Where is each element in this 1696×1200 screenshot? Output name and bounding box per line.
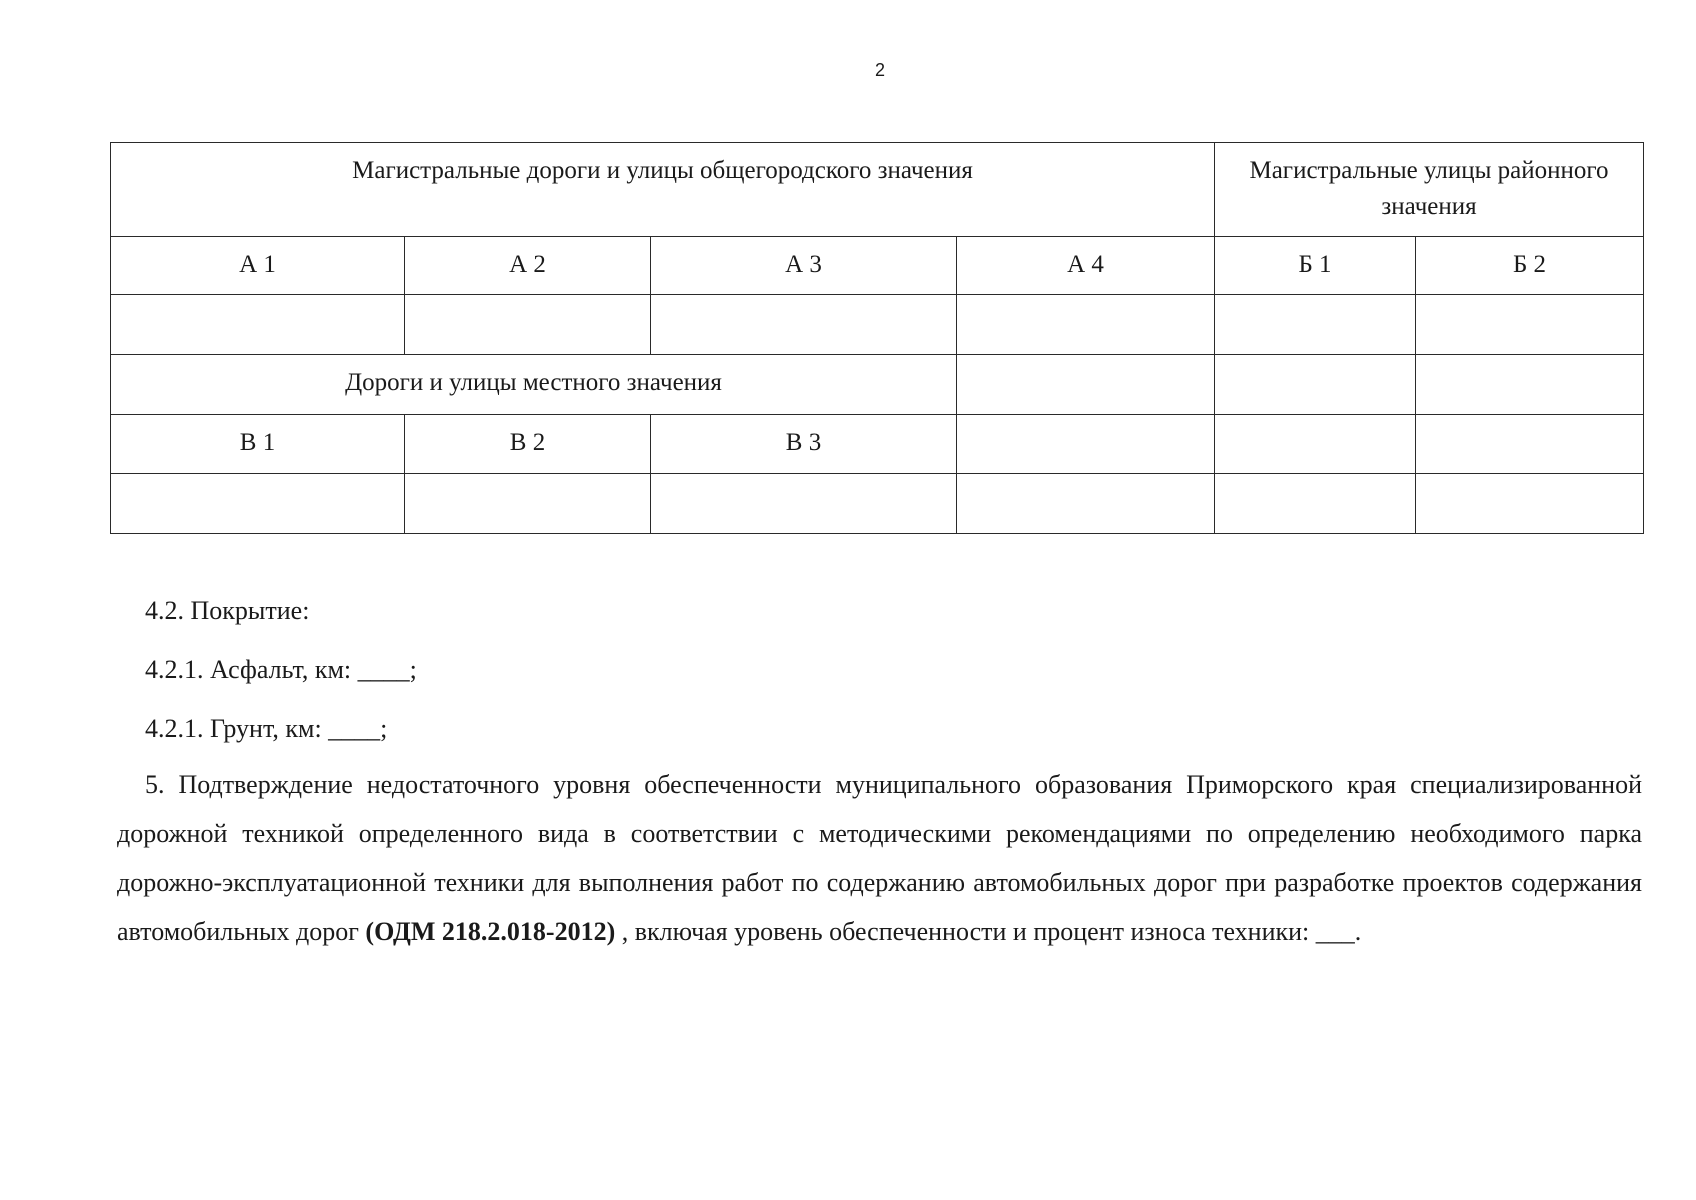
empty-cell: [1416, 355, 1644, 415]
empty-cell: [1215, 415, 1416, 474]
header-local-roads: Дороги и улицы местного значения: [111, 355, 957, 415]
header-district-streets: Магистральные улицы районного значения: [1215, 143, 1644, 237]
section-5-text: 5. Подтверждение недостаточного уровня обеспеченности муниципального образования Приморского края специализированной дорожной техникой определенного вида в соответствии с методическими рекомендациями по определению необходимого парка дорожно-эксплуатационной техники для выполнения работ по содержанию автомобильных дорог при разработке проектов содержания автомобильных дорог: [117, 770, 1642, 946]
value-cell-v3: [651, 474, 957, 534]
value-cell-a1: [111, 295, 405, 355]
page-number: 2: [874, 60, 885, 80]
value-cell-b2: [1416, 295, 1644, 355]
empty-cell: [1416, 474, 1644, 534]
section-5-paragraph: [117, 760, 1642, 956]
coverage-title: 4.2. Покрытие:: [145, 596, 310, 625]
value-cell-b1: [1215, 295, 1416, 355]
empty-cell: [957, 355, 1215, 415]
section-5-text-end: , включая уровень обеспеченности и процент износа техники: ___.: [615, 917, 1362, 946]
coverage-ground: 4.2.1. Грунт, км: ____;: [145, 714, 388, 743]
column-a2: А 2: [405, 237, 651, 295]
value-cell-a4: [957, 295, 1215, 355]
empty-cell: [957, 474, 1215, 534]
column-b2: Б 2: [1416, 237, 1644, 295]
column-a3: А 3: [651, 237, 957, 295]
value-cell-a3: [651, 295, 957, 355]
coverage-asphalt: 4.2.1. Асфальт, км: ____;: [145, 655, 417, 684]
column-a1: А 1: [111, 237, 405, 295]
column-a4: А 4: [957, 237, 1215, 295]
value-cell-a2: [405, 295, 651, 355]
column-v1: В 1: [111, 415, 405, 474]
header-main-roads: Магистральные дороги и улицы общегородского значения: [111, 143, 1215, 237]
value-cell-v1: [111, 474, 405, 534]
coverage-section: [117, 586, 1642, 753]
empty-cell: [1416, 415, 1644, 474]
value-cell-v2: [405, 474, 651, 534]
empty-cell: [1215, 355, 1416, 415]
column-v2: В 2: [405, 415, 651, 474]
empty-cell: [1215, 474, 1416, 534]
section-5-reference: (ОДМ 218.2.018-2012): [365, 917, 616, 946]
road-classification-table: [110, 142, 1644, 534]
column-v3: В 3: [651, 415, 957, 474]
empty-cell: [957, 415, 1215, 474]
column-b1: Б 1: [1215, 237, 1416, 295]
